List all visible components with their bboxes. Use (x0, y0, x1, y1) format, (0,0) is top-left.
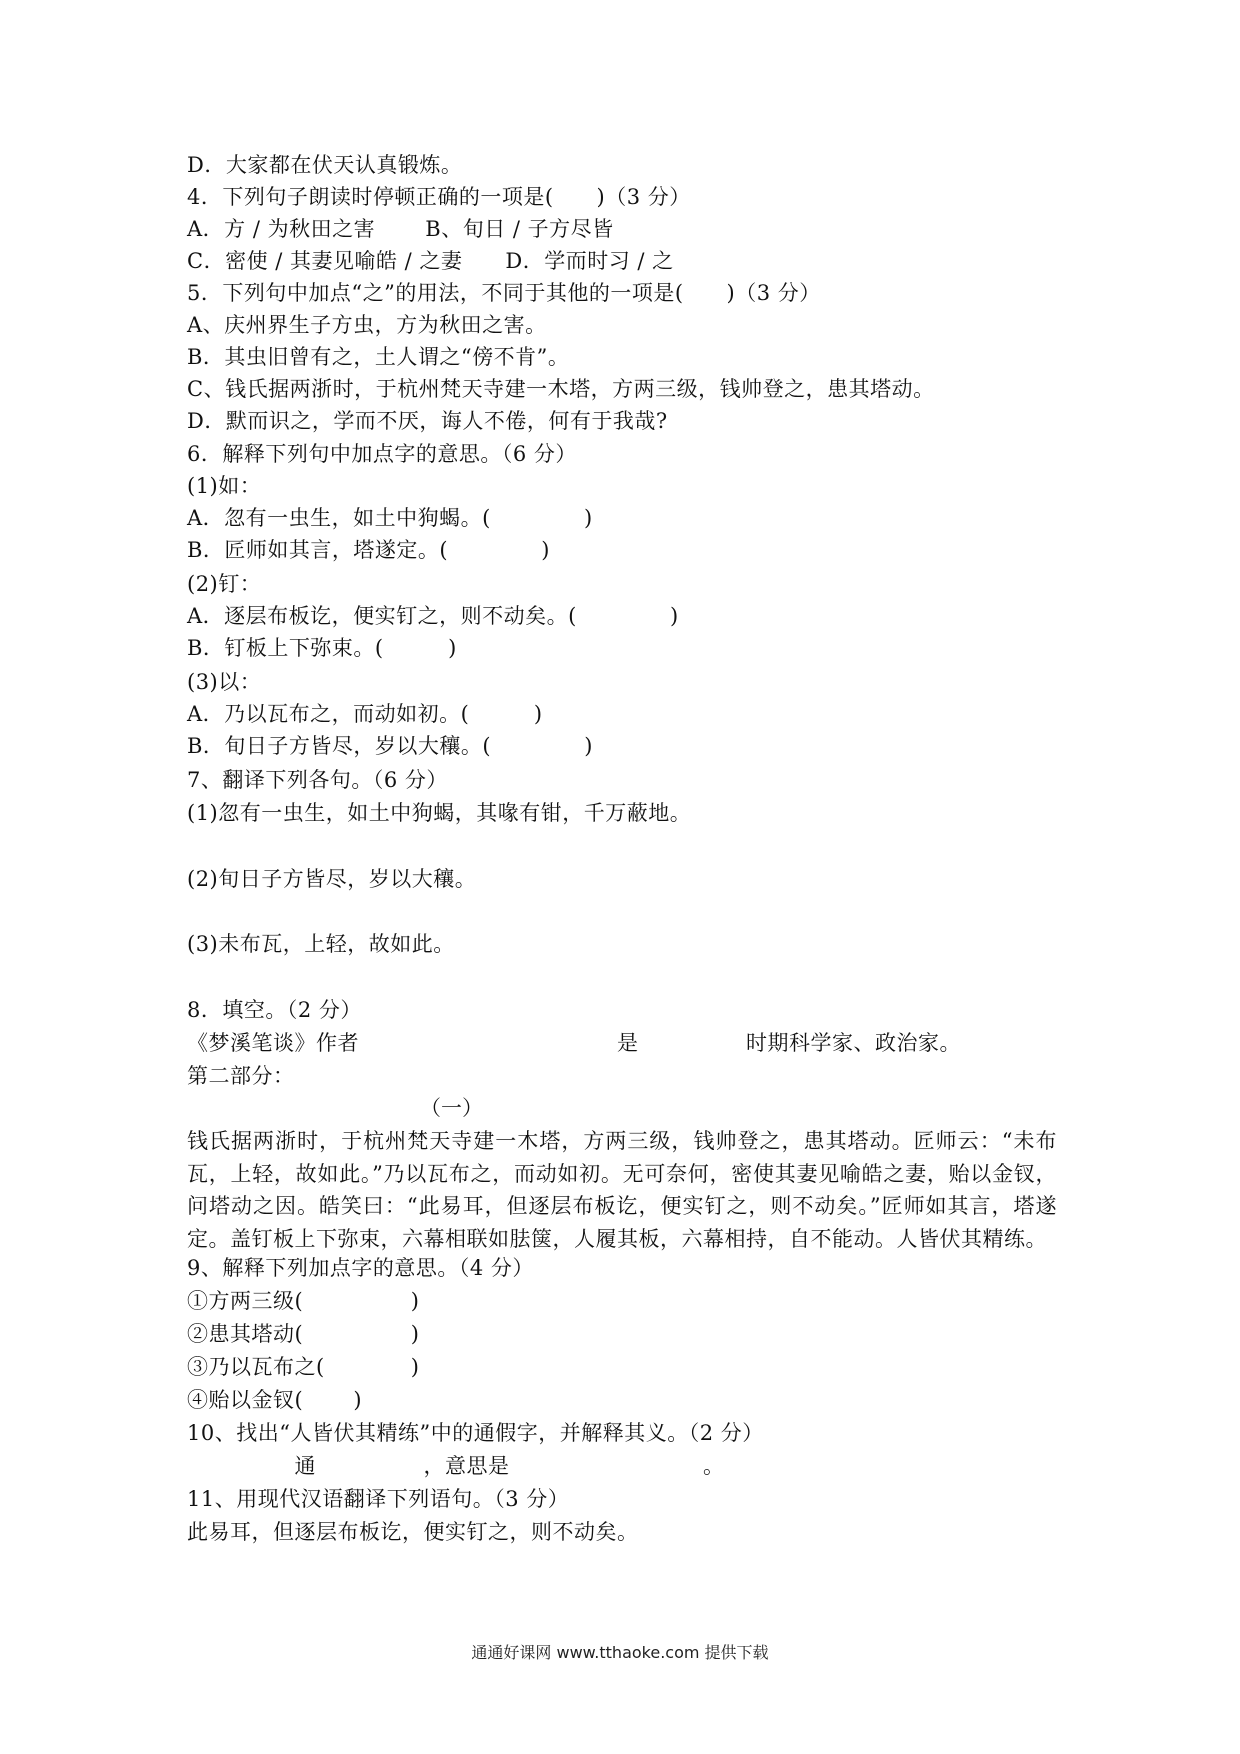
q6-2a: A．逐层布板讫，便实钉之，则不动矣。( ) (187, 604, 679, 628)
q11-sentence: 此易耳，但逐层布板讫，便实钉之，则不动矣。 (187, 1520, 639, 1544)
q4-options-ab: A．方 / 为秋田之害 B、旬日 / 子方尽皆 (187, 217, 614, 241)
q7-3: (3)未布瓦，上轻，故如此。 (187, 932, 455, 956)
q6-3b: B．旬日子方皆尽，岁以大穰。( ) (187, 734, 593, 758)
q7-2: (2)旬日子方皆尽，岁以大穰。 (187, 867, 477, 891)
q8-fill-blank: 《梦溪笔谈》作者 是 时期科学家、政治家。 (187, 1031, 961, 1055)
question-8: 8．填空。（2 分） (187, 998, 362, 1022)
q10-fill-blank: 通 ，意思是 。 (187, 1454, 725, 1478)
question-11: 11、用现代汉语翻译下列语句。（3 分） (187, 1487, 570, 1511)
q6-1a: A．忽有一虫生，如土中狗蝎。( ) (187, 506, 593, 530)
q5-option-c: C、钱氏据两浙时，于杭州梵天寺建一木塔，方两三级，钱帅登之，患其塔动。 (187, 377, 935, 401)
q6-part-3: (3)以： (187, 670, 262, 694)
q5-option-a: A、庆州界生子方虫，方为秋田之害。 (187, 313, 547, 337)
q5-option-d: D．默而识之，学而不厌，诲人不倦，何有于我哉? (187, 409, 668, 433)
question-6: 6．解释下列句中加点字的意思。（6 分） (187, 442, 577, 466)
classical-passage: 钱氏据两浙时，于杭州梵天寺建一木塔，方两三级，钱帅登之，患其塔动。匠师云：“未布瓦，上轻，故如此。”乃以瓦布之，而动如初。无可奈何，密使其妻见喻皓之妻，贻以金钗，问塔动之因。皓笑曰：“此易耳，但逐层布板讫，便实钉之，则不动矣。”匠师如其言，塔遂定。盖钉板上下弥束，六幕相联如胠箧，人履其板，六幕相持，自不能动。人皆伏其精练。 (187, 1129, 1057, 1251)
q6-3a: A．乃以瓦布之，而动如初。( ) (187, 702, 543, 726)
part-two-heading: 第二部分： (187, 1064, 295, 1088)
question-10: 10、找出“人皆伏其精练”中的通假字，并解释其义。（2 分） (187, 1421, 764, 1445)
q4-options-cd: C．密使 / 其妻见喻皓 / 之妻 D．学而时习 / 之 (187, 249, 674, 273)
q5-option-b: B．其虫旧曾有之，土人谓之“傍不肯”。 (187, 345, 570, 369)
question-4: 4．下列句子朗读时停顿正确的一项是( )（3 分） (187, 185, 691, 209)
q9-2: ②患其塔动( ) (187, 1322, 420, 1346)
q9-3: ③乃以瓦布之( ) (187, 1355, 420, 1379)
q6-1b: B．匠师如其言，塔遂定。( ) (187, 538, 550, 562)
question-5: 5．下列句中加点“之”的用法，不同于其他的一项是( )（3 分） (187, 281, 821, 305)
q6-2b: B．钉板上下弥束。( ) (187, 636, 457, 660)
section-title: （一） (420, 1096, 483, 1120)
q6-part-2: (2)钉： (187, 572, 262, 596)
q6-part-1: (1)如： (187, 474, 262, 498)
question-7: 7、翻译下列各句。（6 分） (187, 768, 448, 792)
q7-1: (1)忽有一虫生，如土中狗蝎，其喙有钳，千万蔽地。 (187, 801, 692, 825)
q9-4: ④贻以金钗( ) (187, 1388, 363, 1412)
option-d-q3: D．大家都在伏天认真锻炼。 (187, 153, 463, 177)
footer-source: 通通好课网 www.tthaoke.com 提供下载 (471, 1643, 769, 1662)
question-9: 9、解释下列加点字的意思。（4 分） (187, 1256, 534, 1280)
q9-1: ①方两三级( ) (187, 1289, 420, 1313)
